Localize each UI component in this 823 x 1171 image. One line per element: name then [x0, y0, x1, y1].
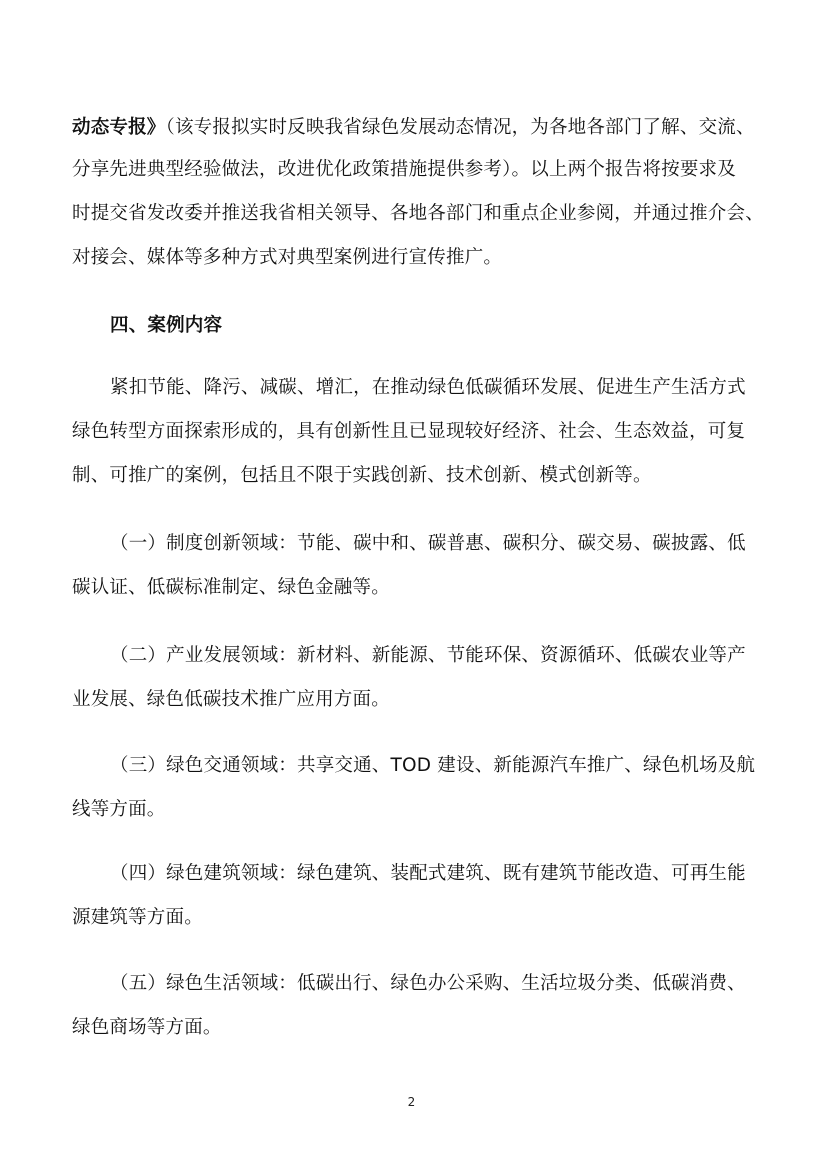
field-item-4-line-1: （四）绿色建筑领域：绿色建筑、装配式建筑、既有建筑节能改造、可再生能: [110, 863, 746, 884]
field-item-4-line-2: 源建筑等方面。: [72, 907, 203, 928]
intro-line-2: 绿色转型方面探索形成的，具有创新性且已显现较好经济、社会、生态效益，可复: [72, 421, 746, 442]
bold-title-fragment: 动态专报》: [72, 117, 166, 138]
field-item-5-line-2: 绿色商场等方面。: [72, 1017, 222, 1038]
field-item-2-line-1: （二）产业发展领域：新材料、新能源、节能环保、资源循环、低碳农业等产: [110, 645, 746, 666]
section-heading: 四、案例内容: [110, 315, 223, 336]
paragraph-line-4: 对接会、媒体等多种方式对典型案例进行宣传推广。: [72, 247, 503, 268]
field-item-5-line-1: （五）绿色生活领域：低碳出行、绿色办公采购、生活垃圾分类、低碳消费、: [110, 973, 746, 994]
paragraph-line-1: [72, 116, 762, 140]
paragraph-text: （该专报拟实时反映我省绿色发展动态情况，为各地各部门了解、交流、: [165, 117, 755, 138]
paragraph-line-3: 时提交省发改委并推送我省相关领导、各地各部门和重点企业参阅，并通过推介会、: [72, 203, 764, 224]
field-item-3-line-1: （三）绿色交通领域：共享交通、TOD 建设、新能源汽车推广、绿色机场及航: [110, 755, 756, 776]
field-item-1-line-2: 碳认证、低碳标准制定、绿色金融等。: [72, 577, 390, 598]
intro-line-1: 紧扣节能、降污、减碳、增汇，在推动绿色低碳循环发展、促进生产生活方式: [110, 377, 746, 398]
intro-line-3: 制、可推广的案例，包括且不限于实践创新、技术创新、模式创新等。: [72, 465, 652, 486]
field-item-3-line-2: 线等方面。: [72, 799, 166, 820]
paragraph-line-2: 分享先进典型经验做法，改进优化政策措施提供参考）。以上两个报告将按要求及: [72, 159, 736, 180]
field-item-1-line-1: （一）制度创新领域：节能、碳中和、碳普惠、碳积分、碳交易、碳披露、低: [110, 533, 746, 554]
page-number: 2: [407, 1095, 416, 1109]
field-item-2-line-2: 业发展、绿色低碳技术推广应用方面。: [72, 689, 390, 710]
